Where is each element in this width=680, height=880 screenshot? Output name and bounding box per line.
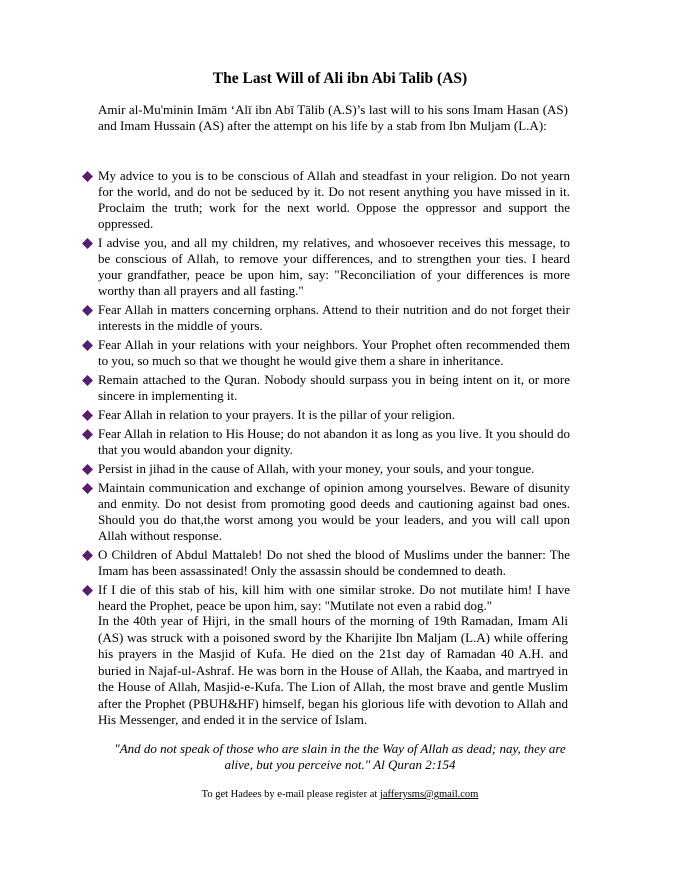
will-item-text: Fear Allah in your relations with your neighbors. Your Prophet often recommended them to you, so much so that we thought he would give them a share in inheritance. [98, 337, 570, 368]
will-item-text: Fear Allah in relation to your prayers. It is the pillar of your religion. [98, 407, 456, 422]
will-item [80, 168, 570, 232]
diamond-bullet-icon [82, 483, 93, 494]
diamond-bullet-icon [82, 410, 93, 421]
will-item-text: O Children of Abdul Mattaleb! Do not shed the blood of Muslims under the banner: The Imam has been assassinated! Only the assassin should be condemned to death. [98, 547, 570, 578]
will-item-text: Fear Allah in matters concerning orphans. Attend to their nutrition and do not forget their interests in the middle of yours. [98, 302, 570, 333]
diamond-bullet-icon [82, 305, 93, 316]
will-item [80, 480, 570, 544]
footer-email-link[interactable]: jafferysms@gmail.com [379, 789, 479, 800]
will-item [80, 582, 570, 614]
diamond-bullet-icon [82, 375, 93, 386]
will-item-text: Remain attached to the Quran. Nobody should surpass you in being intent on it, or more sincere in implementing it. [98, 372, 570, 403]
diamond-bullet-icon [82, 171, 93, 182]
footer-text: To get Hadees by e-mail please register at [201, 789, 380, 800]
diamond-bullet-icon [82, 585, 93, 596]
will-item-text: Fear Allah in relation to His House; do not abandon it as long as you live. It you should do that you would abandon your dignity. [98, 426, 570, 457]
closing-paragraph: In the 40th year of Hijri, in the small hours of the morning of 19th Ramadan, Imam Ali (AS) was struck with a poisoned sword by the Kharijite Ibn Maljam (L.A) while offering his prayers in the Masjid of Kufa. He died on the 21st day of Ramadan 40 A.H. and buried in Najaf-ul-Ashraf. He was born in the House of Allah, the Kaaba, and martryed in the House of Allah, Masjid-e-Kufa. The Lion of Allah, the most brave and gentle Muslim after the Prophet (PBUH&HF) himself, began his glorious life with devotion to Allah and His Messenger, and ended it in the service of Islam. [98, 613, 568, 727]
page-title: The Last Will of Ali ibn Abi Talib (AS) [212, 70, 468, 87]
will-item [80, 235, 570, 299]
will-item-text: Persist in jihad in the cause of Allah, with your money, your souls, and your tongue. [98, 461, 535, 476]
will-item [80, 547, 570, 579]
intro-paragraph: Amir al-Mu'minin Imām ‘Alī ibn Abī Tālib (A.S)’s last will to his sons Imam Hasan (AS) and Imam Hussain (AS) after the attempt on his life by a stab from Ibn Muljam (L.A): [98, 102, 568, 133]
will-item [80, 337, 570, 369]
diamond-bullet-icon [82, 550, 93, 561]
will-item-text: If I die of this stab of his, kill him with one similar stroke. Do not mutilate him! I have heard the Prophet, peace be upon him, say: "Mutilate not even a rabid dog." [98, 582, 570, 613]
will-item [80, 372, 570, 404]
diamond-bullet-icon [82, 429, 93, 440]
will-item [80, 302, 570, 334]
quran-quote: "And do not speak of those who are slain in the the Way of Allah as dead; nay, they are alive, but you perceive not." Al Quran 2:154 [114, 741, 566, 772]
will-item-text: My advice to you is to be conscious of Allah and steadfast in your religion. Do not yearn for the world, and do not be seduced by it. Do not resent anything you have missed in it. Proclaim the truth; work for the next world. Oppose the oppressor and support the oppressed. [98, 168, 570, 231]
will-item-text: I advise you, and all my children, my relatives, and whosoever receives this message, to be conscious of Allah, to remove your differences, and to strengthen your ties. I heard your grandfather, peace be upon him, say: "Reconciliation of your differences is more worthy than all prayers and all fasting." [98, 235, 570, 298]
footer [0, 788, 680, 801]
will-item [80, 461, 570, 477]
will-item [80, 426, 570, 458]
will-list [80, 168, 570, 617]
will-item [80, 407, 570, 423]
diamond-bullet-icon [82, 238, 93, 249]
diamond-bullet-icon [82, 340, 93, 351]
will-item-text: Maintain communication and exchange of opinion among yourselves. Beware of disunity and enmity. Do not desist from promoting good deeds and cautioning against bad ones. Should you do that,the worst among you would be your leaders, and you will call upon Allah without response. [98, 480, 570, 543]
diamond-bullet-icon [82, 464, 93, 475]
